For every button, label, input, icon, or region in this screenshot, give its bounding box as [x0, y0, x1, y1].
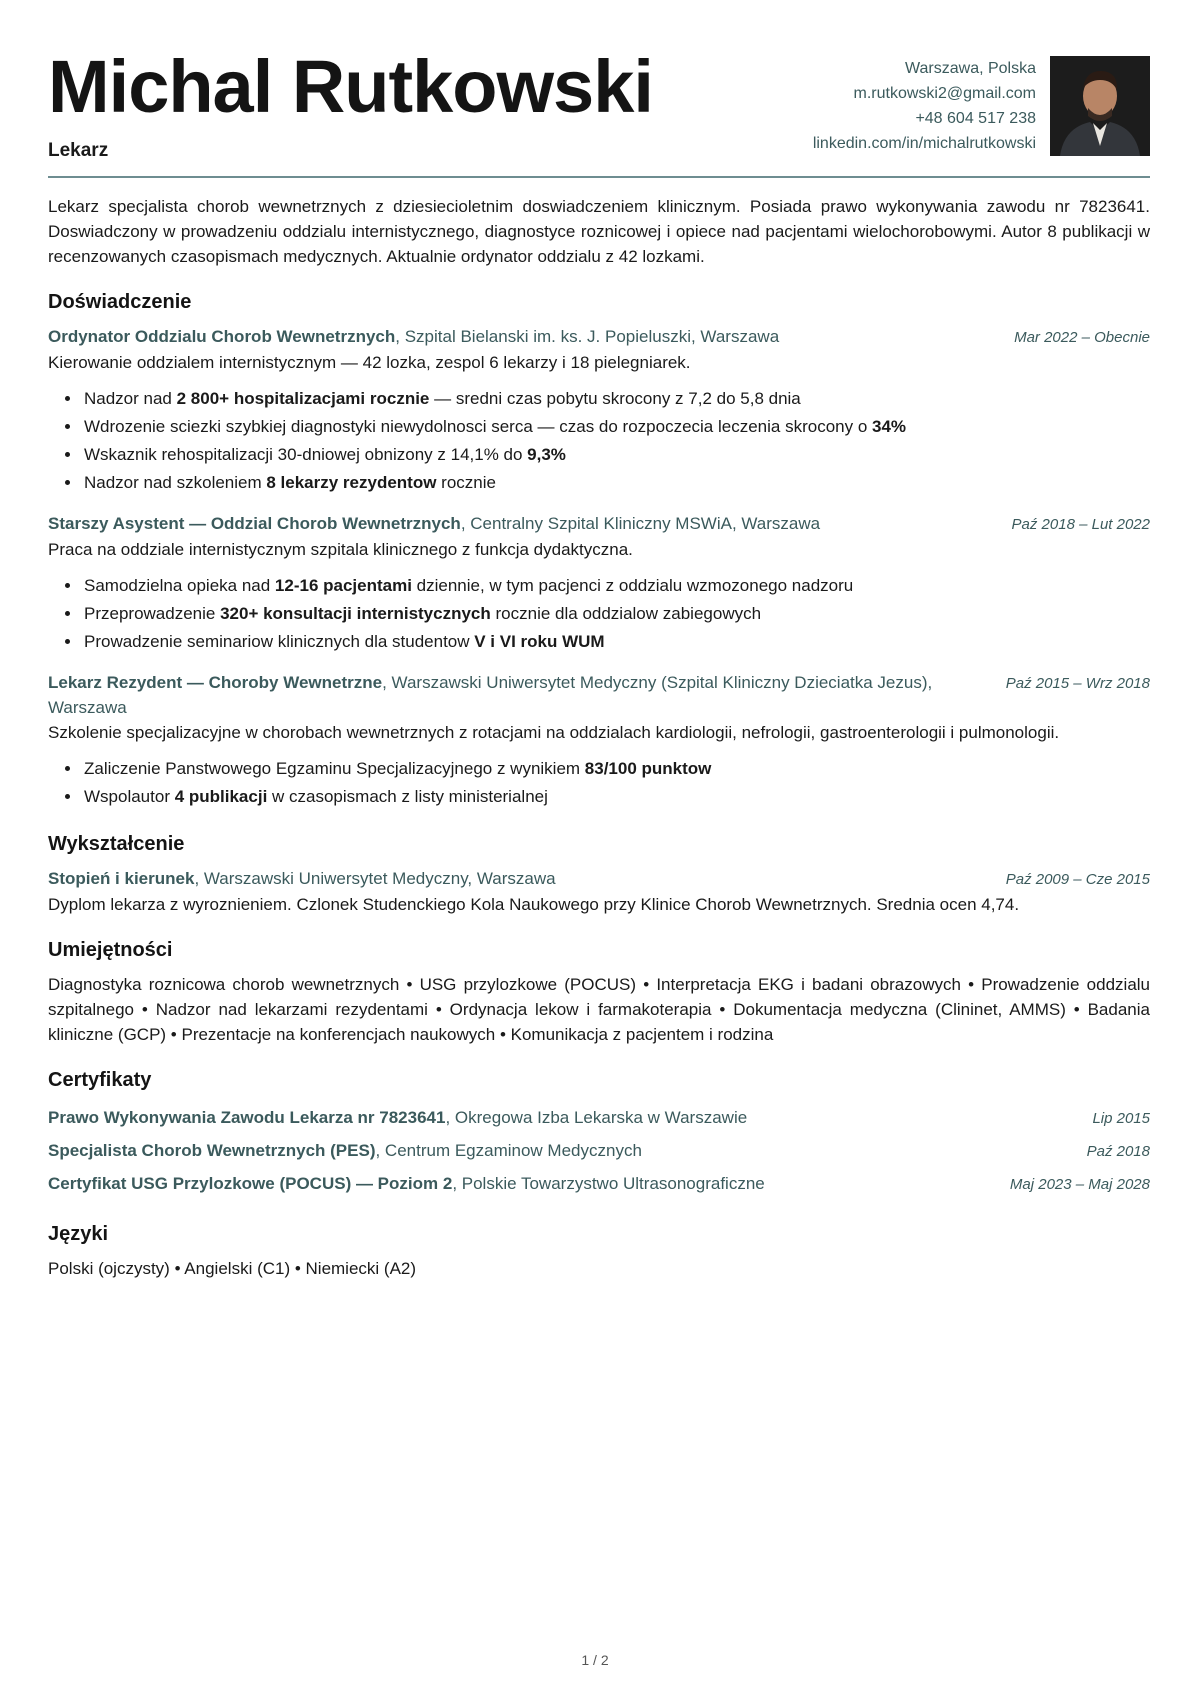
achievement-list — [48, 572, 1150, 656]
candidate-name: Michal Rutkowski — [48, 45, 653, 128]
contact-linkedin[interactable]: linkedin.com/in/michalrutkowski — [812, 135, 1036, 152]
certificate-issuer: , Okregowa Izba Lekarska w Warszawie — [445, 1108, 748, 1127]
skills-list: Diagnostyka roznicowa chorob wewnetrznych • USG przylozkowe (POCUS) • Interpretacja EKG i badani obrazowych • Prowadzenie oddzialu szpitalnego • Nadzor nad lekarzami rezydentami • Ordynacja lekow i farmakoterapia • Dokumentacja medyczna (Clininet, AMMS) • Badania kliniczne (GCP) • Prezentacje na konferencjach naukowych • Komunikacja z pacjentem i rodzina — [48, 975, 1150, 1044]
job-organization: , Szpital Bielanski im. ks. J. Popieluszki, Warszawa — [395, 327, 780, 346]
education-entry — [48, 866, 1150, 917]
certificate-name: Specjalista Chorob Wewnetrznych (PES) — [48, 1141, 376, 1160]
header — [48, 0, 1150, 176]
achievement-item: • Wskaznik rehospitalizacji 30-dniowej obnizony z 14,1% do 9,3% — [82, 441, 1150, 469]
job-role: Lekarz Rezydent — Choroby Wewnetrzne — [48, 673, 383, 692]
certificate-date: Paź 2018 — [1086, 1143, 1150, 1160]
certificate-item — [48, 1135, 1150, 1168]
experience-entry — [48, 511, 1150, 656]
achievement-item: • Samodzielna opieka nad 12-16 pacjentami dziennie, w tym pacjenci z oddzialu wzmozonego nadzoru — [82, 572, 1150, 600]
section-heading-skills: Umiejętności — [48, 939, 173, 961]
job-title: Lekarz — [48, 140, 109, 161]
portrait-image — [1050, 56, 1150, 156]
section-heading-experience: Doświadczenie — [48, 291, 192, 313]
certificates-list — [48, 1102, 1150, 1201]
certificate-item — [48, 1102, 1150, 1135]
achievement-item: • Prowadzenie seminariow klinicznych dla studentow V i VI roku WUM — [82, 628, 1150, 656]
section-heading-education: Wykształcenie — [48, 833, 185, 855]
certificate-name: Prawo Wykonywania Zawodu Lekarza nr 7823641 — [48, 1108, 446, 1127]
job-organization: , Centralny Szpital Kliniczny MSWiA, Warszawa — [460, 514, 821, 533]
resume-page — [48, 0, 1150, 1281]
achievement-item: • Przeprowadzenie 320+ konsultacji internistycznych rocznie dla oddzialow zabiegowych — [82, 600, 1150, 628]
achievement-item: • Zaliczenie Panstwowego Egzaminu Specjalizacyjnego z wynikiem 83/100 punktow — [82, 755, 1150, 783]
certificate-name: Certyfikat USG Przylozkowe (POCUS) — Poziom 2 — [48, 1174, 453, 1193]
certificate-item — [48, 1168, 1150, 1201]
experience-entry — [48, 324, 1150, 497]
certificate-issuer: , Polskie Towarzystwo Ultrasonograficzne — [452, 1174, 765, 1193]
job-date: Paź 2018 – Lut 2022 — [1011, 516, 1150, 533]
section-heading-certificates: Certyfikaty — [48, 1069, 152, 1091]
certificate-date: Lip 2015 — [1092, 1110, 1150, 1127]
achievement-item: • Nadzor nad 2 800+ hospitalizacjami rocznie — sredni czas pobytu skrocony z 7,2 do 5,8 dnia — [82, 385, 1150, 413]
section-heading-languages: Języki — [48, 1223, 109, 1245]
summary-paragraph: Lekarz specjalista chorob wewnetrznych z dziesiecioletnim doswiadczeniem klinicznym. Posiada prawo wykonywania zawodu nr 7823641. Doswiadczony w prowadzeniu oddzialu internistycznego, diagnostyce roznicowej i opiece nad pacjentami wielochorobowymi. Autor 8 publikacji w recenzowanych czasopismach medycznych. Aktualnie ordynator oddzialu z 42 lozkami. — [48, 197, 1150, 266]
contact-location: Warszawa, Polska — [905, 60, 1036, 77]
education-description: Dyplom lekarza z wyroznieniem. Czlonek Studenckiego Kola Naukowego przy Klinice Chorob Wewnetrznych. Srednia ocen 4,74. — [48, 895, 1020, 914]
languages-list: Polski (ojczysty) • Angielski (C1) • Niemiecki (A2) — [48, 1259, 417, 1278]
achievement-list — [48, 755, 1150, 811]
certificate-issuer: , Centrum Egzaminow Medycznych — [375, 1141, 642, 1160]
certificate-date: Maj 2023 – Maj 2028 — [1009, 1176, 1150, 1193]
contact-phone[interactable]: +48 604 517 238 — [915, 110, 1036, 127]
education-date: Paź 2009 – Cze 2015 — [1005, 871, 1150, 888]
page-number: 1 / 2 — [581, 1652, 609, 1668]
profile-photo — [1050, 56, 1150, 156]
header-divider — [48, 176, 1150, 178]
degree-name: Stopień i kierunek — [48, 869, 195, 888]
job-organization: , Warszawski Uniwersytet Medyczny (Szpital Kliniczny Dzieciatka Jezus), Warszawa — [48, 673, 933, 717]
achievement-item: • Nadzor nad szkoleniem 8 lekarzy rezydentow rocznie — [82, 469, 1150, 497]
job-description: Kierowanie oddzialem internistycznym — 42 lozka, zespol 6 lekarzy i 18 pielegniarek. — [48, 353, 691, 372]
contact-block — [813, 56, 1036, 156]
achievement-item: • Wdrozenie sciezki szybkiej diagnostyki niewydolnosci serca — czas do rozpoczecia leczenia skrocony o 34% — [82, 413, 1150, 441]
job-role: Ordynator Oddzialu Chorob Wewnetrznych — [48, 327, 396, 346]
job-date: Paź 2015 – Wrz 2018 — [1005, 675, 1150, 692]
job-description: Szkolenie specjalizacyjne w chorobach wewnetrznych z rotacjami na oddzialach kardiologii, nefrologii, gastroenterologii i pulmonologii. — [48, 723, 1060, 742]
job-role: Starszy Asystent — Oddzial Chorob Wewnetrznych — [48, 514, 461, 533]
school-name: , Warszawski Uniwersytet Medyczny, Warszawa — [194, 869, 556, 888]
achievement-list — [48, 385, 1150, 497]
experience-entry — [48, 670, 1150, 811]
job-description: Praca na oddziale internistycznym szpitala klinicznego z funkcja dydaktyczna. — [48, 540, 633, 559]
achievement-item: • Wspolautor 4 publikacji w czasopismach z listy ministerialnej — [82, 783, 1150, 811]
contact-email[interactable]: m.rutkowski2@gmail.com — [853, 85, 1036, 102]
job-date: Mar 2022 – Obecnie — [1014, 329, 1150, 346]
